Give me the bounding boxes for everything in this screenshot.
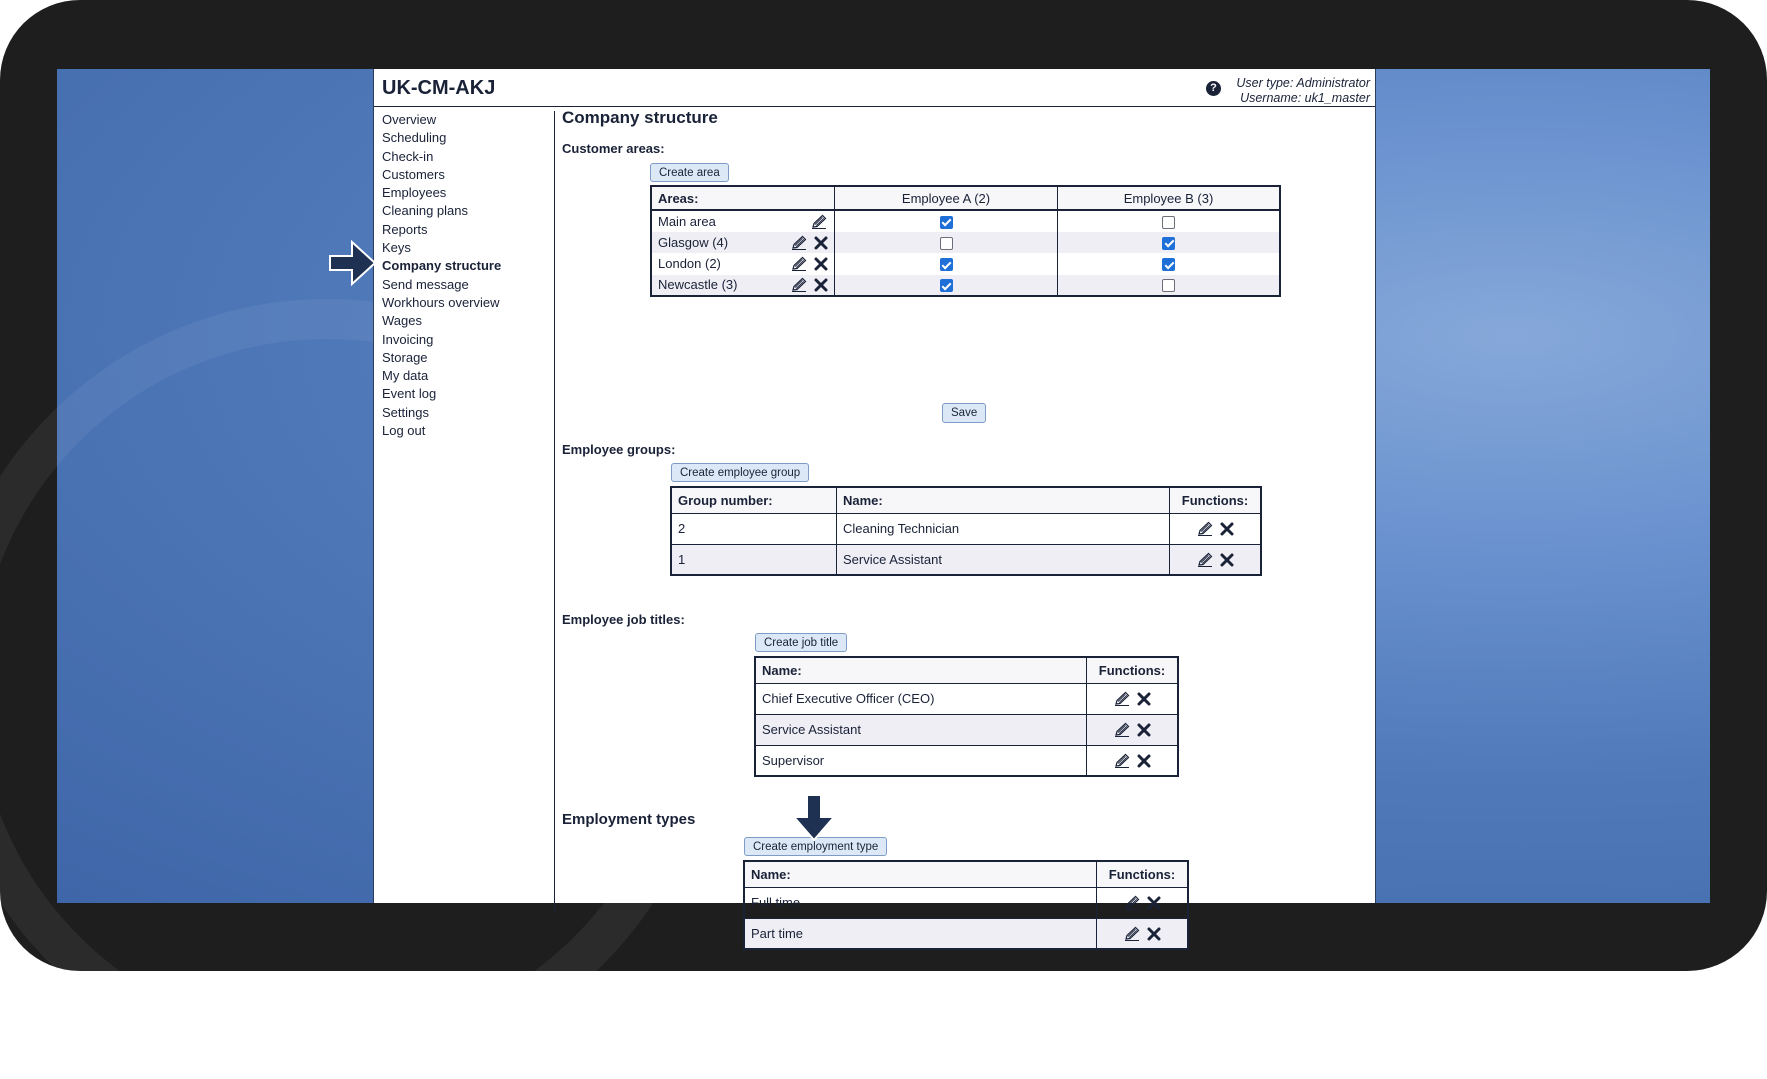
- functions-cell: [1087, 714, 1179, 745]
- app-window: [373, 69, 1376, 941]
- employment-type-row: [744, 887, 1188, 918]
- functions-cell: [1170, 513, 1262, 544]
- delete-x-icon[interactable]: [814, 257, 828, 271]
- functions-cell: [1097, 887, 1189, 918]
- functions-cell: [1170, 544, 1262, 575]
- delete-x-icon[interactable]: [814, 278, 828, 292]
- group-name: Service Assistant: [837, 544, 1170, 575]
- sidebar-nav: [382, 111, 552, 440]
- pencil-edit-icon[interactable]: [790, 256, 808, 272]
- nav-item-overview[interactable]: Overview: [382, 112, 437, 127]
- employee-groups-label: Employee groups:: [562, 442, 676, 457]
- pencil-edit-icon[interactable]: [790, 277, 808, 293]
- save-button[interactable]: Save: [942, 403, 986, 423]
- area-cell-inner: [658, 255, 828, 272]
- employment-functions-header: Functions:: [1097, 861, 1189, 887]
- employee-a-cell: [835, 210, 1058, 232]
- delete-x-icon[interactable]: [1147, 896, 1161, 910]
- functions-cell: [1087, 745, 1179, 776]
- create-employment-type-button[interactable]: Create employment type: [744, 837, 887, 856]
- employee-a-checkbox[interactable]: [940, 216, 953, 229]
- area-cell: [651, 253, 835, 275]
- pencil-edit-icon[interactable]: [1113, 753, 1131, 769]
- pencil-edit-icon[interactable]: [1123, 926, 1141, 942]
- employee-b-header: Employee B (3): [1058, 186, 1281, 210]
- sidebar-divider: [554, 111, 555, 911]
- customer-areas-label: Customer areas:: [562, 141, 665, 156]
- job-titles-label: Employee job titles:: [562, 612, 685, 627]
- create-job-title-button[interactable]: Create job title: [755, 633, 847, 652]
- pencil-edit-icon[interactable]: [1196, 552, 1214, 568]
- employment-type-row: [744, 918, 1188, 949]
- nav-item-log-out[interactable]: Log out: [382, 423, 426, 439]
- delete-x-icon[interactable]: [1137, 754, 1151, 768]
- question-circle-icon[interactable]: ?: [1206, 81, 1221, 96]
- employee-b-checkbox[interactable]: [1162, 216, 1175, 229]
- group-name-header: Name:: [837, 487, 1170, 513]
- job-title-name: Supervisor: [755, 745, 1087, 776]
- delete-x-icon[interactable]: [1220, 553, 1234, 567]
- employment-name-header: Name:: [744, 861, 1097, 887]
- nav-item-workhours-overview[interactable]: Workhours overview: [382, 294, 500, 310]
- area-functions: [790, 234, 828, 251]
- job-titles-table: [754, 656, 1179, 777]
- area-cell-inner: [658, 213, 828, 230]
- nav-item-employees[interactable]: Employees: [382, 185, 447, 201]
- main-content: [562, 107, 1362, 941]
- customer-areas-table: [650, 185, 1281, 297]
- area-name: Newcastle (3): [658, 277, 738, 293]
- nav-item-check-in[interactable]: Check-in: [382, 148, 434, 164]
- area-name: London (2): [658, 256, 721, 272]
- nav-item-company-structure[interactable]: Company structure: [382, 258, 502, 274]
- job-title-row: [755, 683, 1178, 714]
- pencil-edit-icon[interactable]: [1123, 895, 1141, 911]
- create-area-button[interactable]: Create area: [650, 163, 729, 182]
- pencil-edit-icon[interactable]: [1196, 521, 1214, 537]
- nav-item-settings[interactable]: Settings: [382, 404, 429, 420]
- employee-a-cell: [835, 275, 1058, 297]
- user-type: User type: Administrator: [1236, 76, 1370, 90]
- group-row: [671, 544, 1261, 575]
- nav-item-cleaning-plans[interactable]: Cleaning plans: [382, 203, 469, 219]
- desktop-screen: [57, 69, 1710, 941]
- areas-header: Areas:: [651, 186, 835, 210]
- employee-a-cell: [835, 253, 1058, 275]
- nav-item-reports[interactable]: Reports: [382, 221, 428, 237]
- area-cell-inner: [658, 276, 828, 293]
- employee-b-cell: [1058, 253, 1281, 275]
- job-name-header: Name:: [755, 657, 1087, 683]
- functions-cell: [1097, 918, 1189, 949]
- job-title-name: Chief Executive Officer (CEO): [755, 683, 1087, 714]
- employee-a-checkbox[interactable]: [940, 237, 953, 250]
- area-row: [651, 253, 1280, 275]
- nav-item-my-data[interactable]: My data: [382, 368, 429, 384]
- employment-types-label: Employment types: [562, 811, 696, 828]
- employee-a-checkbox[interactable]: [940, 258, 953, 271]
- employee-b-cell: [1058, 232, 1281, 254]
- delete-x-icon[interactable]: [1220, 522, 1234, 536]
- employee-b-cell: [1058, 210, 1281, 232]
- employee-b-cell: [1058, 275, 1281, 297]
- area-cell: [651, 210, 835, 232]
- nav-item-wages[interactable]: Wages: [382, 313, 422, 329]
- down-arrow-pointer-icon: [790, 793, 840, 843]
- nav-item-storage[interactable]: Storage: [382, 349, 428, 365]
- area-cell-inner: [658, 234, 828, 251]
- job-title-row: [755, 714, 1178, 745]
- job-title-row: [755, 745, 1178, 776]
- employment-type-name: Full time: [744, 887, 1097, 918]
- delete-x-icon[interactable]: [1147, 927, 1161, 941]
- group-number: 1: [671, 544, 837, 575]
- employee-a-header: Employee A (2): [835, 186, 1058, 210]
- group-number: 2: [671, 513, 837, 544]
- area-cell: [651, 232, 835, 254]
- delete-x-icon[interactable]: [1137, 692, 1151, 706]
- employment-types-table: [743, 860, 1189, 950]
- app-title: UK-CM-AKJ: [382, 77, 496, 99]
- employee-a-cell: [835, 232, 1058, 254]
- nav-item-customers[interactable]: Customers: [382, 166, 445, 182]
- group-number-header: Group number:: [671, 487, 837, 513]
- username: Username: uk1_master: [1240, 91, 1370, 105]
- area-functions: [790, 255, 828, 272]
- area-name: Main area: [658, 213, 716, 229]
- create-employee-group-button[interactable]: Create employee group: [671, 463, 809, 482]
- nav-item-send-message[interactable]: Send message: [382, 276, 469, 292]
- job-title-name: Service Assistant: [755, 714, 1087, 745]
- area-row: [651, 275, 1280, 297]
- pencil-edit-icon[interactable]: [810, 214, 828, 230]
- area-name: Glasgow (4): [658, 234, 729, 250]
- employee-a-checkbox[interactable]: [940, 279, 953, 292]
- nav-item-invoicing[interactable]: Invoicing: [382, 331, 434, 347]
- area-row: [651, 210, 1280, 232]
- pencil-edit-icon[interactable]: [790, 235, 808, 251]
- nav-item-event-log[interactable]: Event log: [382, 386, 437, 402]
- delete-x-icon[interactable]: [814, 236, 828, 250]
- employment-type-name: Part time: [744, 918, 1097, 949]
- page-title: Company structure: [562, 108, 718, 127]
- employee-b-checkbox[interactable]: [1162, 279, 1175, 292]
- area-functions: [790, 276, 828, 293]
- group-name: Cleaning Technician: [837, 513, 1170, 544]
- user-info: [1236, 76, 1370, 106]
- employee-b-checkbox[interactable]: [1162, 258, 1175, 271]
- right-arrow-pointer-icon: [328, 239, 378, 287]
- delete-x-icon[interactable]: [1137, 723, 1151, 737]
- employee-b-checkbox[interactable]: [1162, 237, 1175, 250]
- pencil-edit-icon[interactable]: [1113, 691, 1131, 707]
- nav-item-scheduling[interactable]: Scheduling: [382, 130, 447, 146]
- functions-cell: [1087, 683, 1179, 714]
- nav-item-keys[interactable]: Keys: [382, 240, 411, 256]
- app-header: [374, 69, 1375, 107]
- pencil-edit-icon[interactable]: [1113, 722, 1131, 738]
- employee-groups-table: [670, 486, 1262, 576]
- area-functions: [810, 213, 828, 230]
- group-functions-header: Functions:: [1170, 487, 1262, 513]
- job-functions-header: Functions:: [1087, 657, 1179, 683]
- group-row: [671, 513, 1261, 544]
- area-cell: [651, 275, 835, 297]
- area-row: [651, 232, 1280, 254]
